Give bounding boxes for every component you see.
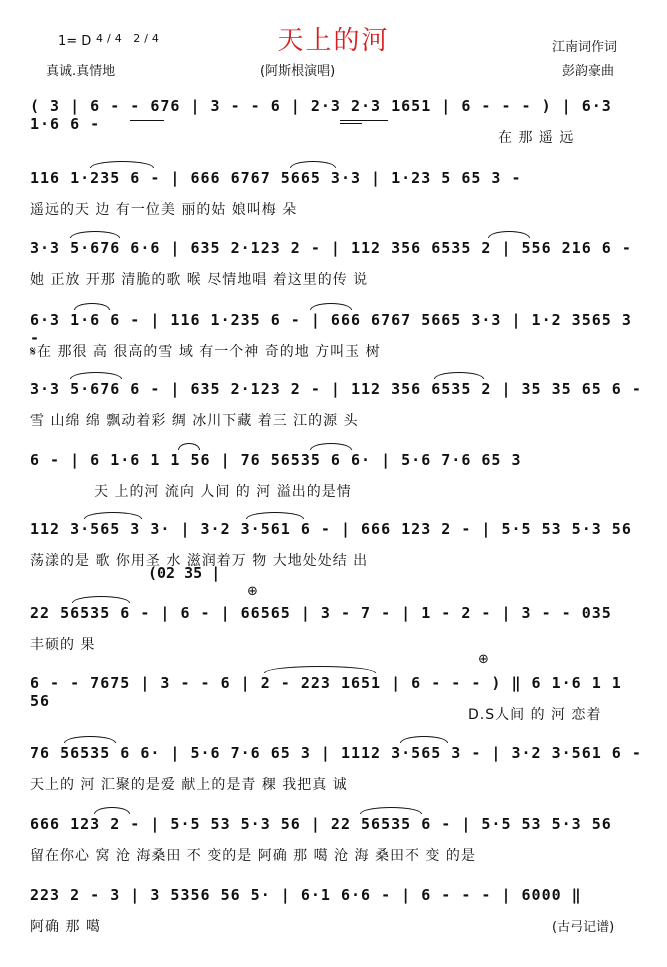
- notation-line: 6 - | 6 1·6 1 1 56 | 76 56535 6 6· | 5·6 7·6 65 3: [30, 451, 522, 469]
- key-signature: 1= D: [58, 34, 92, 49]
- notation-line: 6 - - 7675 | 3 - - 6 | 2 - 223 1651 | 6 - - - ) ‖ 6 1·6 1 1 56: [30, 674, 622, 710]
- transcriber-credit: (古弓记谱): [552, 920, 615, 935]
- time-signature: 4/4 2/4: [96, 32, 163, 45]
- lyrics-line: 留在你心 窝 沧 海桑田 不 变的是 阿确 那 噶 沧 海 桑田不 变 的是: [30, 848, 476, 864]
- notation-line: 666 123 2 - | 5·5 53 5·3 56 | 22 56535 6 - | 5·5 53 5·3 56: [30, 815, 612, 833]
- style-note: 真诚.真情地: [46, 64, 116, 79]
- notation-line: 112 3·565 3 3· | 3·2 3·561 6 - | 666 123 2 - | 5·5 53 5·3 56: [30, 520, 632, 538]
- lyrics-line: 雪 山绵 绵 飘动着彩 绸 冰川下藏 着三 江的源 头: [30, 413, 359, 429]
- notation-line: 116 1·235 6 - | 666 6767 5665 3·3 | 1·23 5 65 3 -: [30, 169, 522, 187]
- lyrics-line: 𝄋在 那很 高 很高的雪 域 有一个神 奇的地 方叫玉 树: [30, 344, 381, 360]
- notation-line: 6·3 1·6 6 - | 116 1·235 6 - | 666 6767 5665 3·3 | 1·2 3565 3 -: [30, 311, 632, 347]
- notation-line: 3·3 5·676 6·6 | 635 2·123 2 - | 112 356 6535 2 | 556 216 6 -: [30, 239, 632, 257]
- lyrics-line: D.S人间 的 河 恋着: [468, 707, 602, 723]
- notation-line: ( 3 | 6 - - 676 | 3 - - 6 | 2·3 2·3 1651 | 6 - - - ) | 6·3 1·6 6 -: [30, 97, 612, 133]
- lyrics-line: 天上的 河 汇聚的是爱 献上的是青 稞 我把真 诚: [30, 777, 348, 793]
- lyricist-credit: 江南词作词: [552, 40, 618, 55]
- lyrics-line: 在 那 遥 远: [498, 130, 575, 146]
- performer-note: (阿斯根演唱): [260, 64, 336, 79]
- lyrics-line: 阿确 那 噶: [30, 919, 101, 935]
- song-title: 天上的河: [277, 26, 390, 56]
- pickup-notes: (02 35 |: [148, 564, 221, 582]
- lyrics-line: 她 正放 开那 清脆的歌 喉 尽情地唱 着这里的传 说: [30, 272, 369, 288]
- lyrics-line: 天 上的河 流向 人间 的 河 溢出的是情: [94, 484, 352, 500]
- notation-line: 22 56535 6 - | 6 - | 66565 | 3 - 7 - | 1 - 2 - | 3 - - 035: [30, 604, 612, 622]
- notation-line: 76 56535 6 6· | 5·6 7·6 65 3 | 1112 3·565 3 - | 3·2 3·561 6 -: [30, 744, 642, 762]
- coda-mark: ⊕: [247, 584, 258, 599]
- lyrics-line: 丰硕的 果: [30, 637, 96, 653]
- notation-line: 3·3 5·676 6 - | 635 2·123 2 - | 112 356 6535 2 | 35 35 65 6 -: [30, 380, 642, 398]
- lyrics-line: 遥远的天 边 有一位美 丽的姑 娘叫梅 朵: [30, 202, 298, 218]
- lyrics-line: 荡漾的是 歌 你用圣 水 滋润着万 物 大地处处结 出: [30, 553, 369, 569]
- coda-mark-2: ⊕: [478, 652, 489, 667]
- composer-credit: 彭韵豪曲: [562, 64, 615, 79]
- notation-line: 223 2 - 3 | 3 5356 56 5· | 6·1 6·6 - | 6 - - - | 6000 ‖: [30, 886, 582, 904]
